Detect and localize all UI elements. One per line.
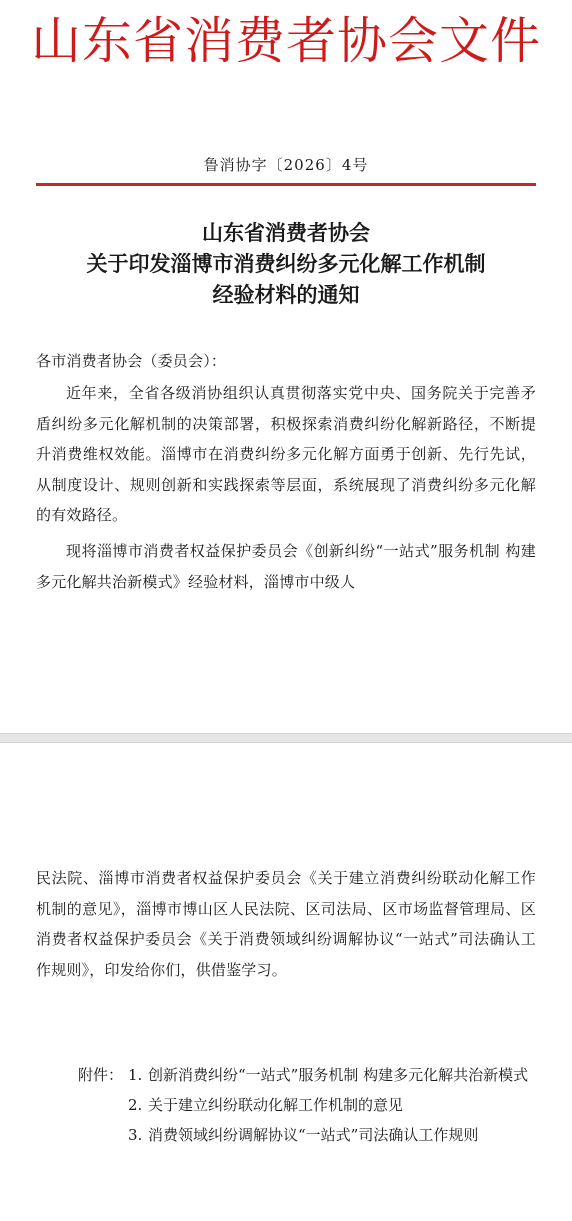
document-header-title: 山东省消费者协会文件: [31, 12, 541, 70]
title-line-3: 经验材料的通知: [212, 283, 360, 307]
attachment-number: 3.: [128, 1126, 143, 1144]
attachment-number: 2.: [128, 1096, 143, 1114]
attachments-label: 附件：: [78, 1066, 124, 1084]
attachments-list: [78, 1060, 544, 1150]
page-separator: [0, 733, 572, 743]
attachment-item-1: [128, 1060, 544, 1090]
body-paragraph-2: 现将淄博市消费者权益保护委员会《创新纠纷“一站式”服务机制 构建多元化解共治新模式》经验材料，淄博市中级人: [36, 542, 536, 591]
title-line-1: 山东省消费者协会: [202, 221, 370, 245]
title-line-2: 关于印发淄博市消费纠纷多元化解工作机制: [86, 252, 486, 276]
body-paragraph-3: 民法院、淄博市消费者权益保护委员会《关于建立消费纠纷联动化解工作机制的意见》，淄博市博山区人民法院、区司法局、区市场监督管理局、区消费者权益保护委员会《关于消费领域纠纷调解协议“一站式”司法确认工作规则》，印发给你们，供借鉴学习。: [36, 869, 536, 979]
red-divider-rule: [36, 183, 536, 186]
attachment-text: 消费领域纠纷调解协议“一站式”司法确认工作规则: [148, 1126, 479, 1144]
attachment-text: 创新消费纠纷“一站式”服务机制 构建多元化解共治新模式: [148, 1066, 529, 1084]
attachment-item-3: [128, 1120, 544, 1150]
attachment-number: 1.: [128, 1066, 143, 1084]
attachment-text: 关于建立纠纷联动化解工作机制的意见: [148, 1096, 404, 1114]
body-paragraph-1: 近年来，全省各级消协组织认真贯彻落实党中央、国务院关于完善矛盾纠纷多元化解机制的决策部署，积极探索消费纠纷化解新路径，不断提升消费维权效能。淄博市在消费纠纷多元化解方面勇于创新、先行先试，从制度设计、规则创新和实践探索等层面，系统展现了消费纠纷多元化解的有效路径。: [36, 384, 536, 524]
document-number: 鲁消协字〔2026〕4号: [203, 156, 369, 174]
salutation: 各市消费者协会（委员会）：: [36, 352, 227, 370]
notice-title: [0, 218, 572, 311]
attachment-item-2: [128, 1090, 544, 1120]
